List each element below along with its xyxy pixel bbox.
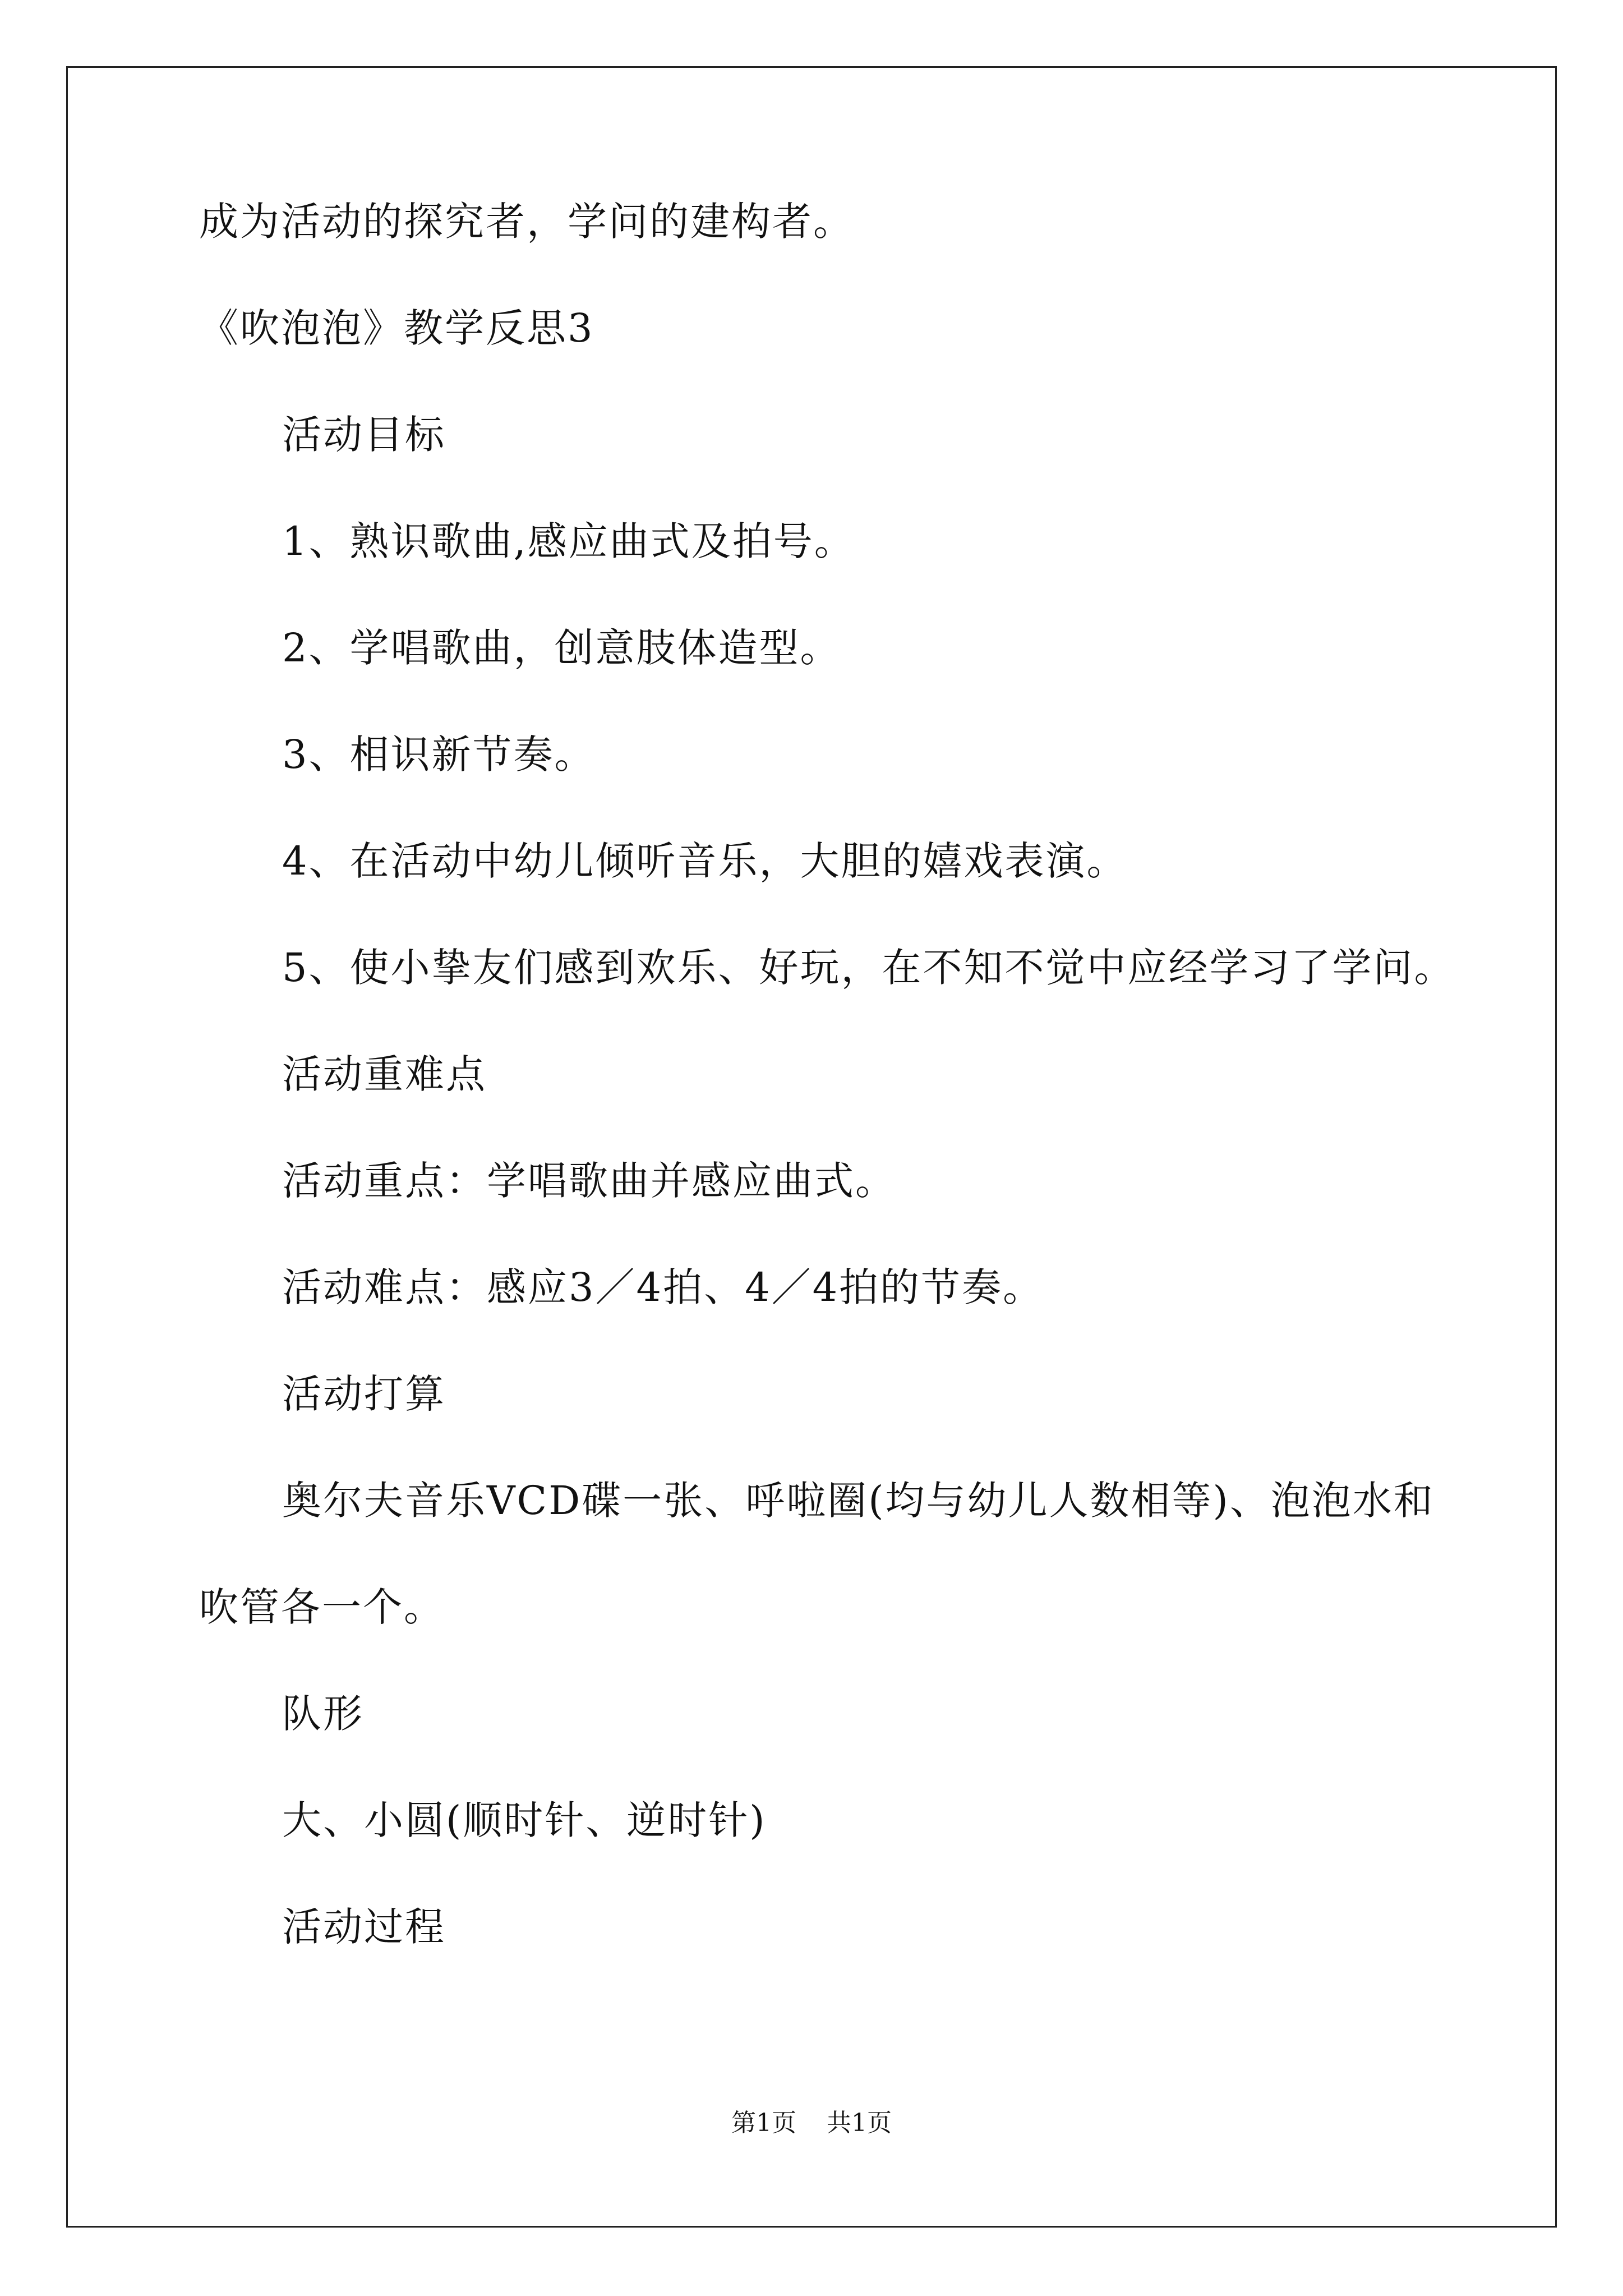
preparation-text-continued: 吹管各一个。 <box>199 1584 445 1630</box>
page-total: 共1页 <box>827 2109 892 2137</box>
preparation-text: 奥尔夫音乐VCD碟一张、呼啦圈(均与幼儿人数相等)、泡泡水和 <box>282 1478 1435 1524</box>
heading-activity-goals: 活动目标 <box>282 412 446 458</box>
key-point: 活动重点：学唱歌曲并感应曲式。 <box>282 1158 896 1204</box>
difficult-point: 活动难点：感应3／4拍、4／4拍的节奏。 <box>282 1264 1044 1310</box>
goal-item-4: 4、在活动中幼儿倾听音乐，大胆的嬉戏表演。 <box>282 838 1128 884</box>
goal-item-5: 5、使小挚友们感到欢乐、好玩，在不知不觉中应经学习了学问。 <box>282 945 1455 991</box>
formation-text: 大、小圆(顺时针、逆时针) <box>282 1797 767 1843</box>
goal-item-2: 2、学唱歌曲，创意肢体造型。 <box>282 625 841 671</box>
page-number: 第1页 <box>731 2109 796 2137</box>
heading-preparation: 活动打算 <box>282 1371 446 1417</box>
text-line-continuation: 成为活动的探究者，学问的建构者。 <box>199 199 854 245</box>
page-footer <box>0 2106 1623 2140</box>
heading-activity-process: 活动过程 <box>282 1904 446 1950</box>
heading-formation: 队形 <box>282 1691 364 1737</box>
goal-item-1: 1、熟识歌曲,感应曲式及拍号。 <box>282 518 855 564</box>
heading-key-points: 活动重难点 <box>282 1051 487 1097</box>
goal-item-3: 3、相识新节奏。 <box>282 731 596 777</box>
section-title: 《吹泡泡》教学反思3 <box>199 305 594 351</box>
